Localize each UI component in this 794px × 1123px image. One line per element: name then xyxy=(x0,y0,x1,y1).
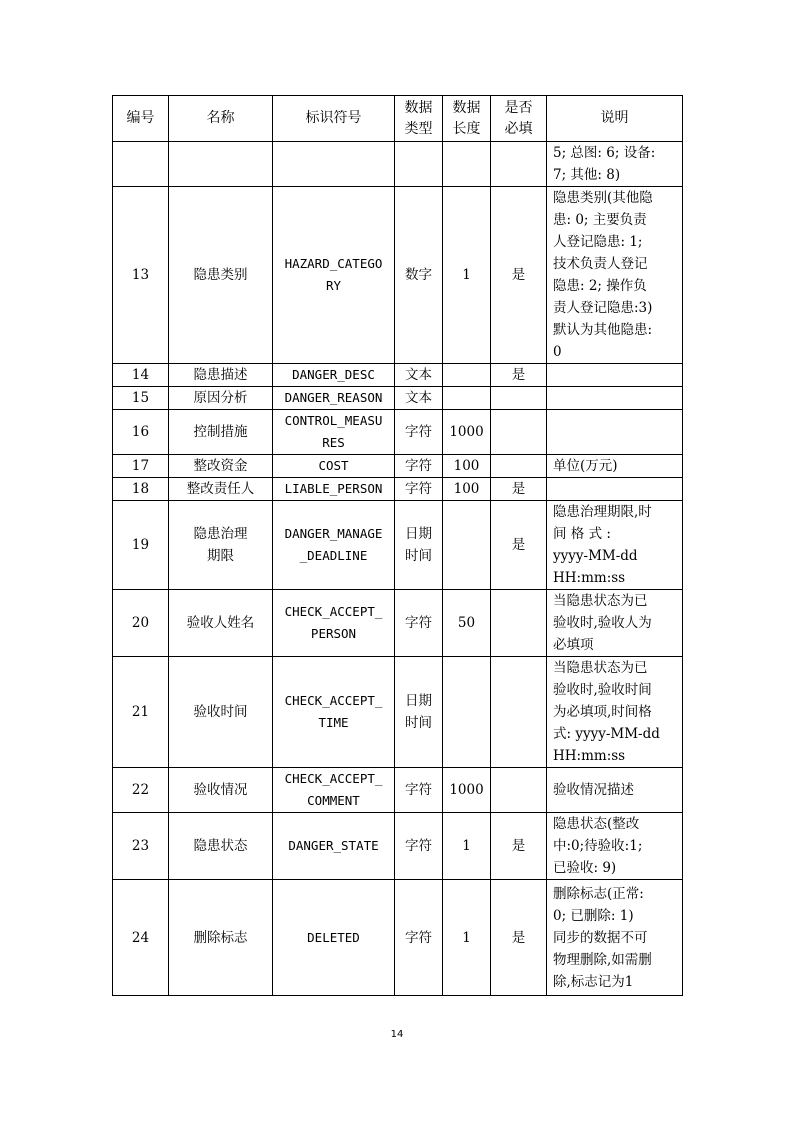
cell-desc: 单位(万元) xyxy=(547,455,683,478)
cell-name: 隐患治理 期限 xyxy=(169,501,273,590)
cell-no: 18 xyxy=(113,478,169,501)
cell-no: 14 xyxy=(113,364,169,387)
cell-required xyxy=(491,590,547,657)
cell-required xyxy=(491,657,547,768)
cell-no: 24 xyxy=(113,880,169,996)
cell-desc xyxy=(547,478,683,501)
cell-name: 删除标志 xyxy=(169,880,273,996)
cell-required xyxy=(491,455,547,478)
table-row xyxy=(113,364,683,387)
cell-ident: COST xyxy=(273,455,395,478)
table-row xyxy=(113,501,683,590)
cell-required xyxy=(491,387,547,410)
cell-desc xyxy=(547,364,683,387)
cell-desc xyxy=(547,387,683,410)
table-row xyxy=(113,455,683,478)
cell-name: 隐患状态 xyxy=(169,813,273,880)
cell-name: 整改资金 xyxy=(169,455,273,478)
cell-type: 日期 时间 xyxy=(395,501,443,590)
cell-required: 是 xyxy=(491,364,547,387)
cell-name xyxy=(169,142,273,187)
header-name: 名称 xyxy=(169,96,273,142)
cell-required: 是 xyxy=(491,880,547,996)
cell-name: 验收人姓名 xyxy=(169,590,273,657)
cell-desc: 隐患类别(其他隐 患: 0; 主要负责 人登记隐患: 1; 技术负责人登记 隐患: 2; 操作负 责人登记隐患:3) 默认为其他隐患: 0 xyxy=(547,187,683,364)
cell-name: 隐患类别 xyxy=(169,187,273,364)
page-number: 14 xyxy=(390,1029,404,1040)
cell-length: 1000 xyxy=(443,410,491,455)
cell-type: 字符 xyxy=(395,768,443,813)
cell-type: 字符 xyxy=(395,590,443,657)
cell-ident xyxy=(273,142,395,187)
cell-name: 控制措施 xyxy=(169,410,273,455)
cell-name: 隐患描述 xyxy=(169,364,273,387)
cell-no: 16 xyxy=(113,410,169,455)
cell-type: 文本 xyxy=(395,364,443,387)
header-required: 是否 必填 xyxy=(491,96,547,142)
cell-desc: 隐患治理期限,时 间 格 式 : yyyy-MM-dd HH:mm:ss xyxy=(547,501,683,590)
cell-length: 100 xyxy=(443,478,491,501)
table-row xyxy=(113,410,683,455)
cell-ident: DANGER_STATE xyxy=(273,813,395,880)
cell-length xyxy=(443,364,491,387)
cell-ident: DELETED xyxy=(273,880,395,996)
header-ident: 标识符号 xyxy=(273,96,395,142)
header-no: 编号 xyxy=(113,96,169,142)
cell-type: 字符 xyxy=(395,410,443,455)
cell-desc: 当隐患状态为已 验收时,验收时间 为必填项,时间格 式: yyyy-MM-dd HH:mm:ss xyxy=(547,657,683,768)
table-row xyxy=(113,142,683,187)
table-row xyxy=(113,187,683,364)
cell-no: 23 xyxy=(113,813,169,880)
cell-required xyxy=(491,142,547,187)
cell-ident: LIABLE_PERSON xyxy=(273,478,395,501)
header-length: 数据 长度 xyxy=(443,96,491,142)
cell-name: 验收时间 xyxy=(169,657,273,768)
cell-ident: CHECK_ACCEPT_ COMMENT xyxy=(273,768,395,813)
cell-no: 17 xyxy=(113,455,169,478)
cell-required: 是 xyxy=(491,501,547,590)
cell-type: 字符 xyxy=(395,880,443,996)
table-row xyxy=(113,657,683,768)
field-spec-table xyxy=(112,95,683,996)
cell-length xyxy=(443,657,491,768)
cell-no: 15 xyxy=(113,387,169,410)
cell-ident: HAZARD_CATEGO RY xyxy=(273,187,395,364)
cell-ident: CHECK_ACCEPT_ PERSON xyxy=(273,590,395,657)
cell-required: 是 xyxy=(491,813,547,880)
table-row xyxy=(113,590,683,657)
cell-desc xyxy=(547,410,683,455)
cell-type: 日期 时间 xyxy=(395,657,443,768)
cell-desc: 当隐患状态为已 验收时,验收人为 必填项 xyxy=(547,590,683,657)
cell-desc: 5; 总图: 6; 设备: 7; 其他: 8) xyxy=(547,142,683,187)
cell-type: 文本 xyxy=(395,387,443,410)
cell-ident: CONTROL_MEASU RES xyxy=(273,410,395,455)
cell-ident: CHECK_ACCEPT_ TIME xyxy=(273,657,395,768)
header-type: 数据 类型 xyxy=(395,96,443,142)
cell-name: 原因分析 xyxy=(169,387,273,410)
cell-no: 20 xyxy=(113,590,169,657)
cell-length: 1 xyxy=(443,880,491,996)
cell-type: 字符 xyxy=(395,813,443,880)
cell-length xyxy=(443,142,491,187)
cell-no: 19 xyxy=(113,501,169,590)
cell-required xyxy=(491,410,547,455)
table-row xyxy=(113,880,683,996)
table-row xyxy=(113,768,683,813)
cell-no: 13 xyxy=(113,187,169,364)
cell-ident: DANGER_REASON xyxy=(273,387,395,410)
header-desc: 说明 xyxy=(547,96,683,142)
table-row xyxy=(113,387,683,410)
cell-name: 整改责任人 xyxy=(169,478,273,501)
cell-length: 1 xyxy=(443,813,491,880)
cell-desc: 验收情况描述 xyxy=(547,768,683,813)
table-header-row xyxy=(113,96,683,142)
cell-type: 数字 xyxy=(395,187,443,364)
cell-length: 1000 xyxy=(443,768,491,813)
cell-length: 1 xyxy=(443,187,491,364)
table-row xyxy=(113,813,683,880)
cell-ident: DANGER_MANAGE _DEADLINE xyxy=(273,501,395,590)
cell-length xyxy=(443,501,491,590)
cell-desc: 隐患状态(整改 中:0;待验收:1; 已验收: 9) xyxy=(547,813,683,880)
cell-length: 50 xyxy=(443,590,491,657)
cell-type: 字符 xyxy=(395,455,443,478)
cell-required: 是 xyxy=(491,478,547,501)
cell-length: 100 xyxy=(443,455,491,478)
cell-required: 是 xyxy=(491,187,547,364)
cell-length xyxy=(443,387,491,410)
cell-type: 字符 xyxy=(395,478,443,501)
cell-no xyxy=(113,142,169,187)
cell-type xyxy=(395,142,443,187)
cell-ident: DANGER_DESC xyxy=(273,364,395,387)
cell-name: 验收情况 xyxy=(169,768,273,813)
cell-no: 22 xyxy=(113,768,169,813)
cell-required xyxy=(491,768,547,813)
cell-no: 21 xyxy=(113,657,169,768)
cell-desc: 删除标志(正常: 0; 已删除: 1) 同步的数据不可 物理删除,如需删 除,标志记为1 xyxy=(547,880,683,996)
table-row xyxy=(113,478,683,501)
